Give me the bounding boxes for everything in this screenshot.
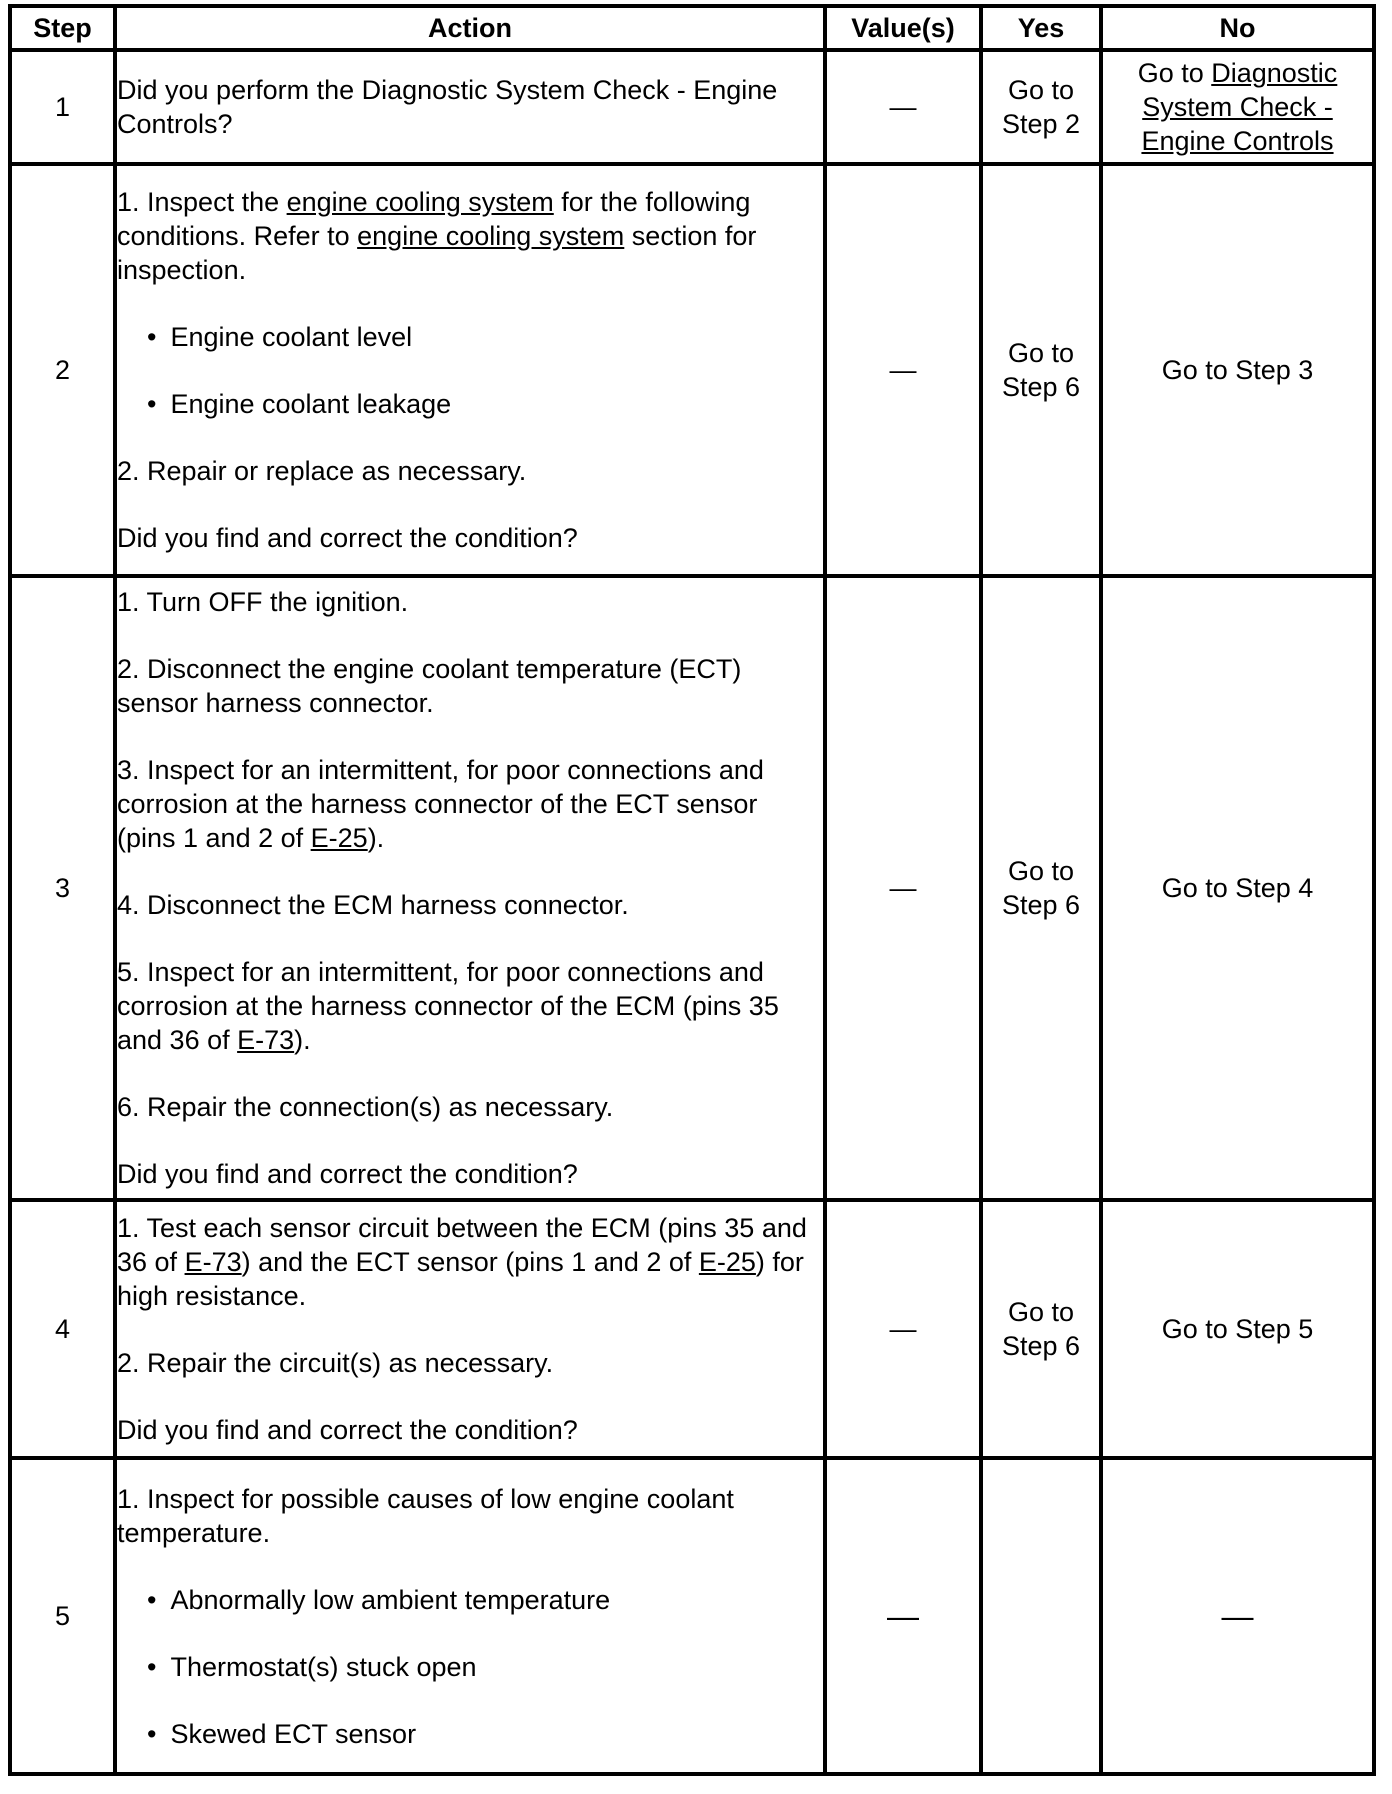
engine-cooling-system-link[interactable]: engine cooling system [357,221,625,251]
engine-cooling-system-link[interactable]: engine cooling system [286,187,554,217]
action-text: ). [367,823,385,853]
table-row-step-5 [10,1458,1374,1774]
step-number: 4 [10,1200,115,1458]
action-paragraph [117,753,823,855]
bullet-item: • Engine coolant level [147,320,823,354]
no-cell [1101,50,1374,164]
bullet-item: • Engine coolant leakage [147,387,823,421]
action-paragraph: 2. Repair or replace as necessary. [117,456,527,486]
table-row-step-4 [10,1200,1374,1458]
value-cell: — [825,50,981,164]
bullet-item: • Skewed ECT sensor [147,1717,823,1751]
yes-goto-text: Go to Step 6 [1001,338,1081,402]
bullet-item: • Thermostat(s) stuck open [147,1650,823,1684]
action-question: Did you find and correct the condition? [117,1415,578,1445]
yes-goto-text: Go to Step 2 [1001,75,1081,139]
header-no: No [1101,6,1374,50]
action-question: Did you find and correct the condition? [117,1159,578,1189]
action-cell [115,576,825,1200]
action-text: 1. Test each sensor circuit between the ECM (pins 35 and 36 of [117,1213,807,1277]
value-cell: — [825,164,981,576]
diagnostic-system-check-link[interactable]: Diagnostic System Check - Engine Controls [1141,58,1338,156]
header-row [10,6,1374,50]
action-cell [115,50,825,164]
bullet-item: • Abnormally low ambient temperature [147,1583,823,1617]
diagnostic-table [8,4,1376,1776]
value-cell: — [825,576,981,1200]
no-cell: Go to Step 5 [1101,1200,1374,1458]
header-values: Value(s) [825,6,981,50]
header-yes: Yes [981,6,1101,50]
action-question: Did you find and correct the condition? [117,523,578,553]
no-cell: — [1101,1458,1374,1774]
action-cell [115,1458,825,1774]
action-paragraph [117,1211,823,1313]
action-text: 5. Inspect for an intermittent, for poor connections and corrosion at the harness connector of the ECM (pins 35 and 36 of [117,957,779,1055]
action-paragraph: 6. Repair the connection(s) as necessary. [117,1092,614,1122]
action-text: 3. Inspect for an intermittent, for poor connections and corrosion at the harness connector of the ECT sensor (pins 1 and 2 of [117,755,764,853]
value-cell: — [825,1200,981,1458]
yes-cell [981,1458,1101,1774]
connector-e25-link[interactable]: E-25 [698,1247,756,1277]
action-paragraph: 1. Inspect for possible causes of low engine coolant temperature. [117,1483,734,1548]
action-paragraph [117,955,823,1057]
connector-e73-link[interactable]: E-73 [237,1025,295,1055]
header-action: Action [115,6,825,50]
action-text: ) for high resistance. [117,1247,804,1311]
action-cell [115,164,825,576]
yes-goto-text: Go to Step 6 [1001,1297,1081,1361]
value-cell: — [825,1458,981,1774]
connector-e73-link[interactable]: E-73 [184,1247,242,1277]
no-cell: Go to Step 3 [1101,164,1374,576]
yes-cell [981,50,1101,164]
connector-e25-link[interactable]: E-25 [310,823,368,853]
table-row-step-2 [10,164,1374,576]
step-number: 2 [10,164,115,576]
table-row-step-3 [10,576,1374,1200]
step-number: 3 [10,576,115,1200]
step-number: 1 [10,50,115,164]
action-question: Did you perform the Diagnostic System Check - Engine Controls? [117,75,778,139]
action-paragraph: 4. Disconnect the ECM harness connector. [117,890,629,920]
action-cell [115,1200,825,1458]
step-number: 5 [10,1458,115,1774]
table-row-step-1 [10,50,1374,164]
action-text: ). [294,1025,311,1055]
header-step: Step [10,6,115,50]
action-paragraph: 1. Turn OFF the ignition. [117,587,409,617]
action-paragraph [117,185,823,287]
yes-goto-text: Go to Step 6 [1001,856,1081,920]
no-cell: Go to Step 4 [1101,576,1374,1200]
action-text: for the following conditions. Refer to [117,187,751,251]
action-text: 1. Inspect the [117,187,287,217]
yes-cell [981,1200,1101,1458]
no-goto-text: Go to [1137,58,1212,88]
action-paragraph: 2. Repair the circuit(s) as necessary. [117,1348,554,1378]
action-text: section for inspection. [117,221,757,285]
action-paragraph: 2. Disconnect the engine coolant temperature (ECT) sensor harness connector. [117,654,742,718]
yes-cell [981,576,1101,1200]
yes-cell [981,164,1101,576]
action-text: ) and the ECT sensor (pins 1 and 2 of [241,1247,699,1277]
